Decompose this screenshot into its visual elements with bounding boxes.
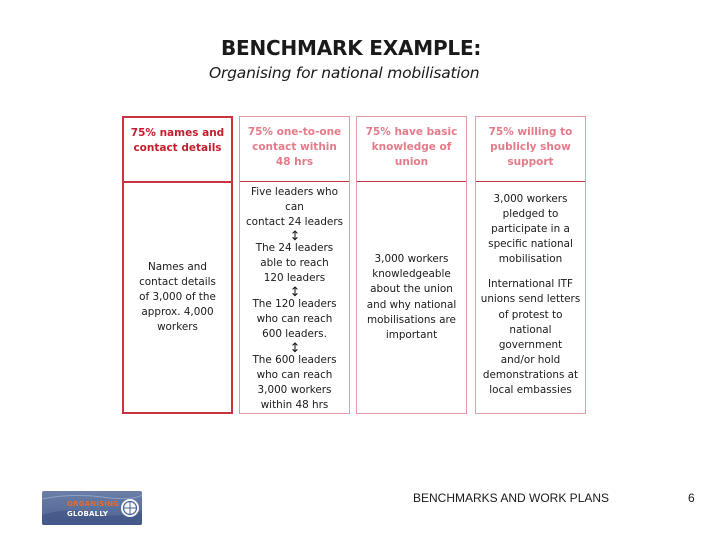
header-line: 75% one-to-one [247,126,342,138]
column-header [476,117,585,182]
header-line: publicly show [490,141,571,154]
header-line: union [394,156,429,169]
header-line: knowledge of [371,141,452,154]
column-header [357,117,466,182]
header-line: 75% willing to [488,126,573,138]
header-line: support [507,156,554,169]
logo-word: ORGANISING [67,500,120,508]
column-body-text: 3,000 workers knowledgeable about the union and why national mobilisations are important [366,253,457,341]
logo-word: GLOBALLY [67,510,109,518]
column-header [240,117,349,182]
column-body-text: International ITF unions send letters of protest to national government and/or hold demonstrations at local embassies [480,278,581,396]
benchmark-column-knowledge [356,116,467,414]
header-line: 48 hrs [275,156,314,169]
header-line: 75% names and [130,127,225,139]
step-text: Five leaders who can contact 24 leaders [245,186,344,229]
step-text: The 120 leaders who can reach 600 leaders. [252,297,337,340]
step-text: The 600 leaders who can reach 3,000 workers within 48 hrs [252,353,337,411]
benchmark-column-names [122,116,233,414]
column-body-text: 3,000 workers pledged to participate in a specific national mobilisation [488,193,573,266]
step-text: The 24 leaders able to reach 120 leaders [255,241,334,285]
benchmark-column-contact [239,116,350,414]
slide-title: BENCHMARK EXAMPLE: [221,36,482,60]
slide-subtitle: Organising for national mobilisation [209,64,480,82]
globe-icon [42,491,142,525]
page-number: 6 [688,491,695,505]
header-line: contact details [133,142,222,155]
footer-title: BENCHMARKS AND WORK PLANS [413,491,610,505]
benchmark-column-support [475,116,586,414]
double-arrow-icon [288,286,302,297]
double-arrow-icon [288,230,302,241]
column-header [124,118,231,183]
column-body-text: Names and contact details of 3,000 of the approx. 4,000 workers [139,260,216,334]
header-line: 75% have basic [365,126,458,138]
double-arrow-icon [288,342,302,353]
organising-globally-logo [42,491,142,525]
header-line: contact within [252,141,337,154]
